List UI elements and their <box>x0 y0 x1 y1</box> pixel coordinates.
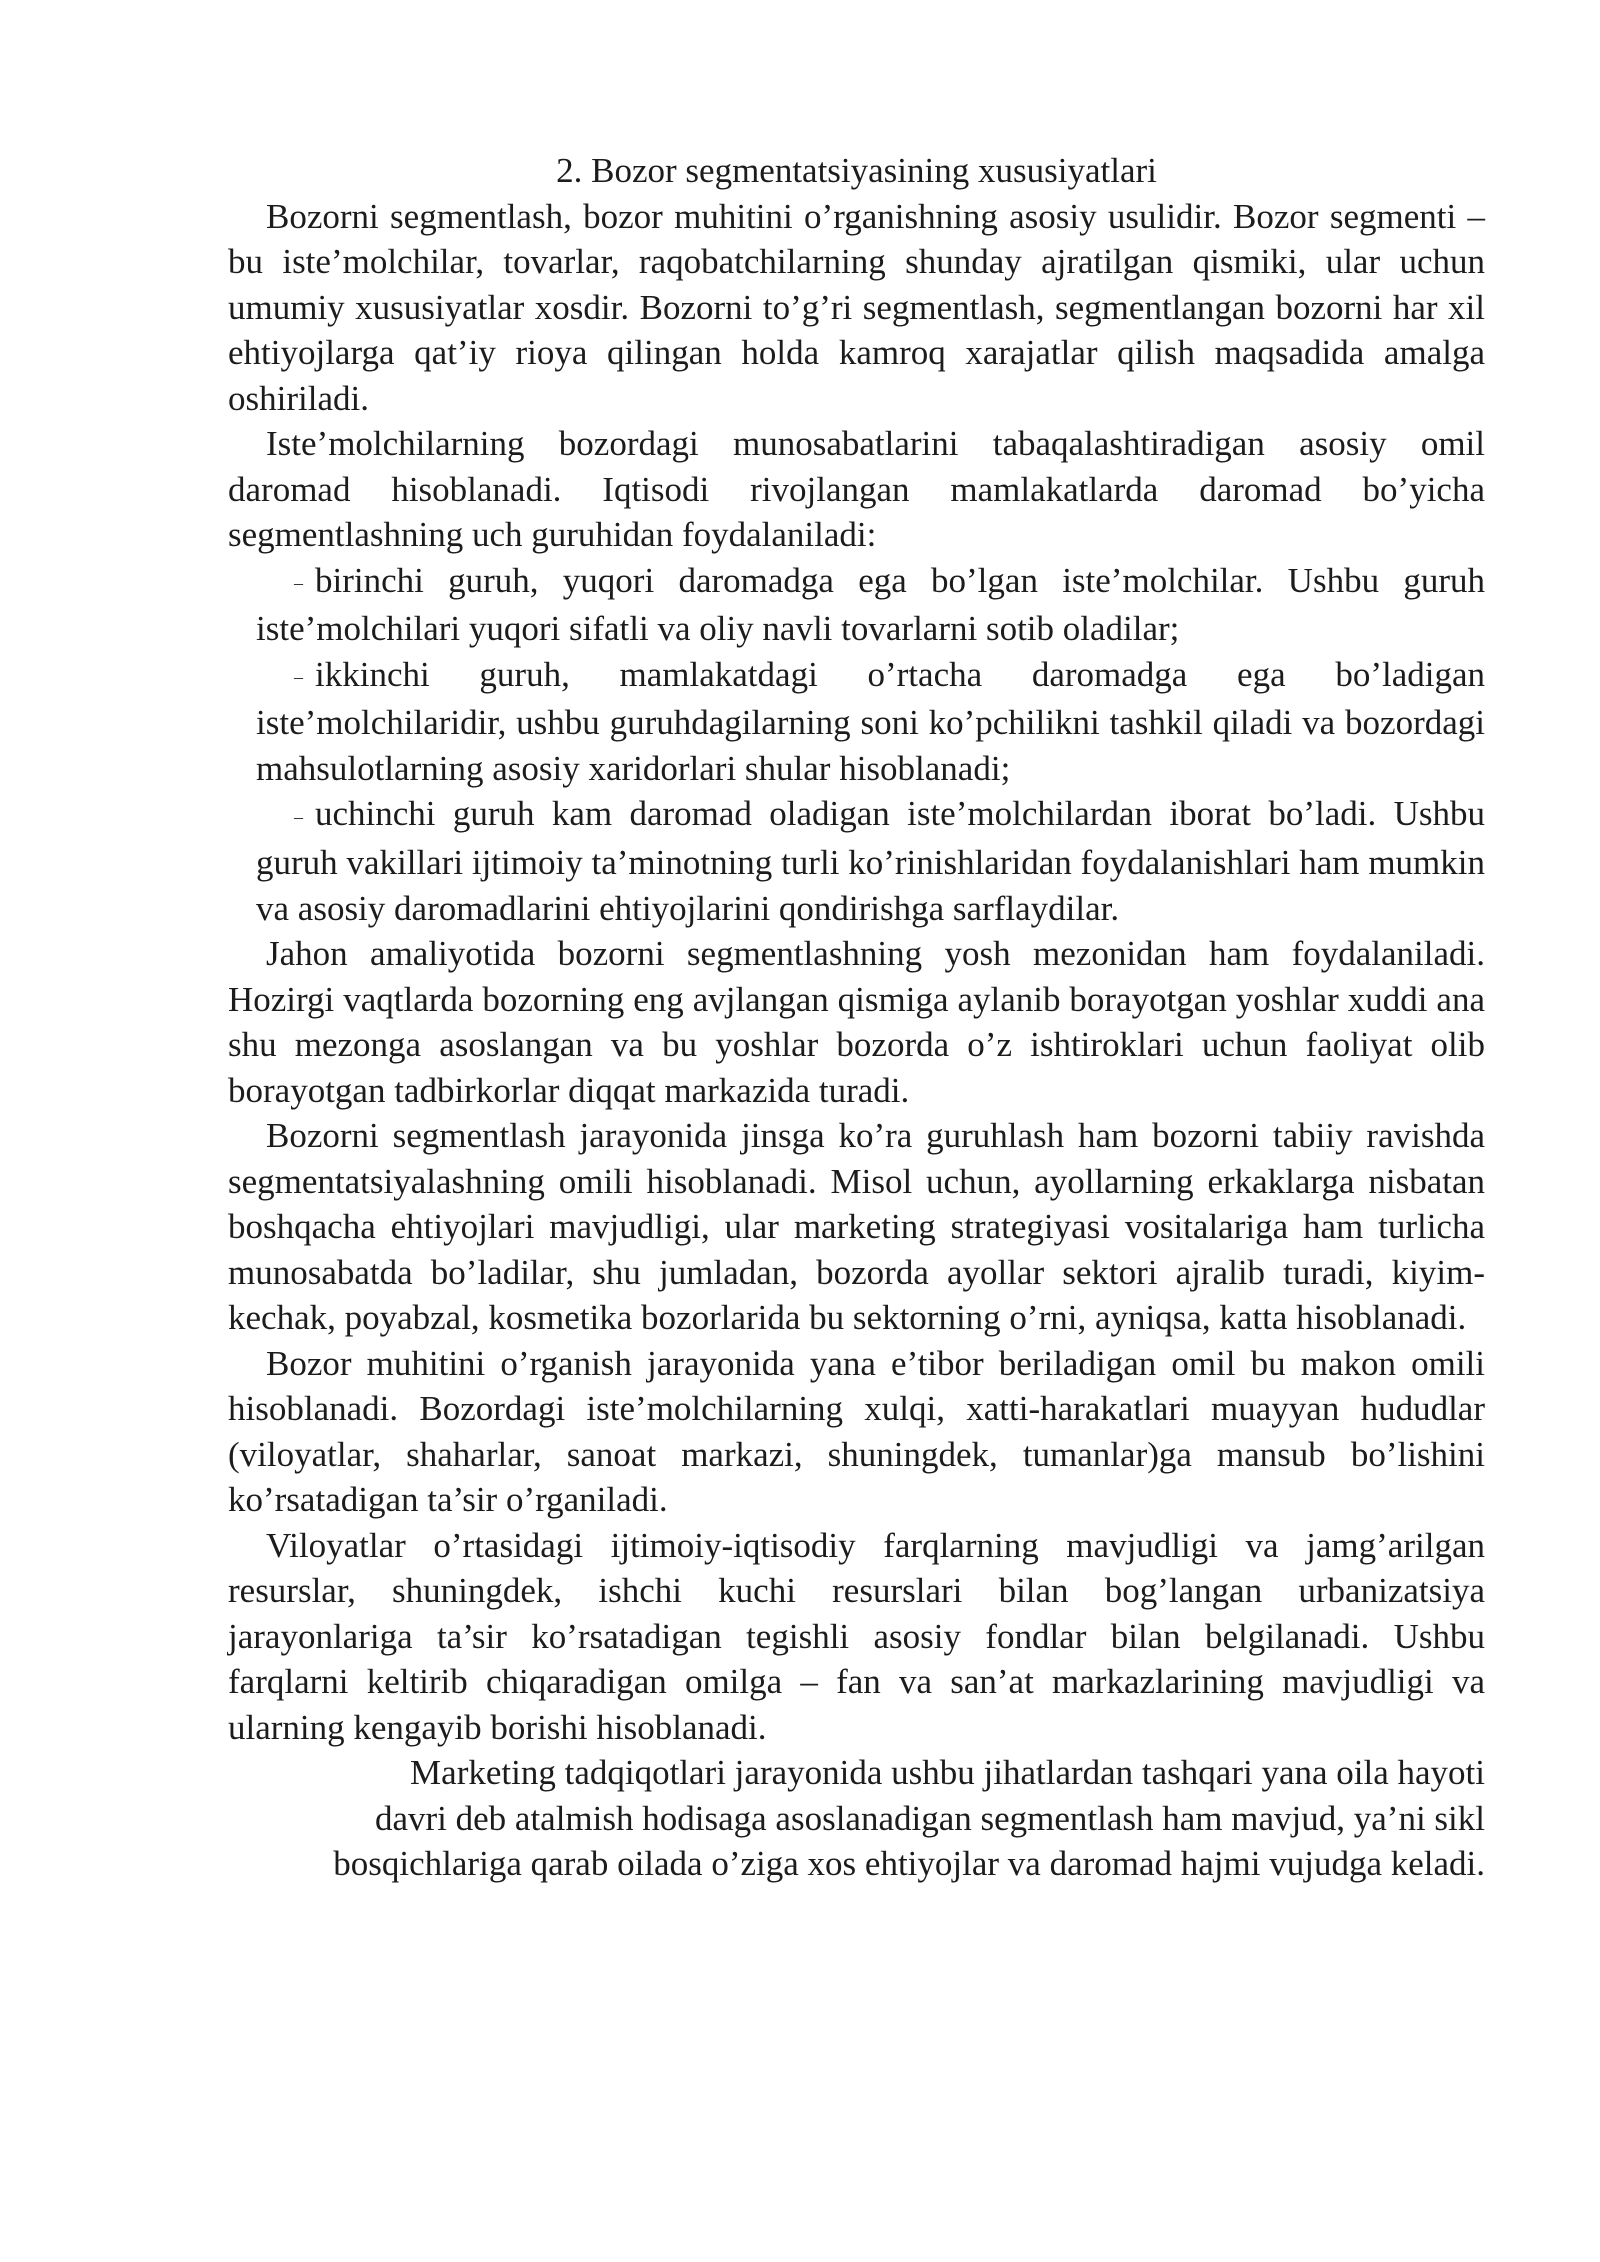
paragraph: Iste’molchilarning bozordagi munosabatlarini tabaqalashtiradigan asosiy omil daromad hisoblanadi. Iqtisodi rivojlangan mamlakatlarda daromad bo’yicha segmentlashning uch guruhidan foydalaniladi: <box>228 424 1485 554</box>
list-item <box>256 652 1485 792</box>
income-groups-list <box>228 558 1485 932</box>
list-item-text: birinchi guruh, yuqori daromadga ega bo’lgan iste’molchilar. Ushbu guruh iste’molchilari yuqori sifatli va oliy navli tovarlarni sotib oladilar; <box>256 560 1485 649</box>
paragraph: Jahon amaliyotida bozorni segmentlashning yosh mezonidan ham foydalaniladi. Hozirgi vaqtlarda bozorning eng avjlangan qismiga aylanib borayotgan yoshlar xuddi ana shu mezonga asoslangan va bu yoshlar bozorda o’z ishtiroklari uchun faoliyat olib borayotgan tadbirkorlar diqqat markazida turadi. <box>228 934 1485 1110</box>
list-item-text: uchinchi guruh kam daromad oladigan iste’molchilardan iborat bo’ladi. Ushbu guruh vakillari ijtimoiy ta’minotning turli ko’rinishlaridan foydalanishlari ham mumkin va asosiy daromadlarini ehtiyojlarini qondirishga sarflaydilar. <box>256 794 1485 928</box>
final-paragraph <box>228 1750 1485 1887</box>
section-title: 2. Bozor segmentatsiyasining xususiyatlari <box>556 151 1157 190</box>
paragraph: Viloyatlar o’rtasidagi ijtimoiy-iqtisodiy farqlarning mavjudligi va jamg’arilgan resurslar, shuningdek, ishchi kuchi resurslari bilan bog’langan urbanizatsiya jarayonlariga ta’sir ko’rsatadigan tegishli asosiy fondlar bilan belgilanadi. Ushbu farqlarni keltirib chiqaradigan omilga – fan va san’at markazlarining mavjudligi va ularning kengayib borishi hisoblanadi. <box>228 1525 1485 1747</box>
final-paragraph-line: bosqichlariga qarab oilada o’ziga xos ehtiyojlar va daromad hajmi vujudga keladi. <box>333 1844 1485 1884</box>
list-item <box>256 791 1485 931</box>
document-page <box>228 148 1485 1887</box>
final-paragraph-line: davri deb atalmish hodisaga asoslanadigan segmentlash ham mavjud, ya’ni sikl <box>374 1798 1485 1838</box>
dash-marker: – <box>294 806 303 827</box>
list-item-text: ikkinchi guruh, mamlakatdagi o’rtacha daromadga ega bo’ladigan iste’molchilaridir, ushbu guruhdagilarning soni ko’pchilikni tashkil qiladi va bozordagi mahsulotlarning asosiy xaridorlari shular hisoblanadi; <box>256 654 1485 788</box>
dash-marker: – <box>294 666 303 687</box>
paragraph: Bozorni segmentlash jarayonida jinsga ko’ra guruhlash ham bozorni tabiiy ravishda segmentatsiyalashning omili hisoblanadi. Misol uchun, ayollarning erkaklarga nisbatan boshqacha ehtiyojlari mavjudligi, ular marketing strategiyasi vositalariga ham turlicha munosabatda bo’ladilar, shu jumladan, bozorda ayollar sektori ajralib turadi, kiyim-kechak, poyabzal, kosmetika bozorlarida bu sektorning o’rni, ayniqsa, katta hisoblanadi. <box>228 1116 1485 1338</box>
paragraph: Bozor muhitini o’rganish jarayonida yana e’tibor beriladigan omil bu makon omili hisoblanadi. Bozordagi iste’molchilarning xulqi, xatti-harakatlari muayyan hududlar (viloyatlar, shaharlar, sanoat markazi, shuningdek, tumanlar)ga mansub bo’lishini ko’rsatadigan ta’sir o’rganiladi. <box>228 1343 1485 1520</box>
paragraph: Bozorni segmentlash, bozor muhitini o’rganishning asosiy usulidir. Bozor segmenti – bu iste’molchilar, tovarlar, raqobatchilarning shunday ajratilgan qismiki, ular uchun umumiy xususiyatlar xosdir. Bozorni to’g’ri segmentlash, segmentlangan bozorni har xil ehtiyojlarga qat’iy rioya qilingan holda kamroq xarajatlar qilish maqsadida amalga oshiriladi. <box>228 196 1485 418</box>
list-item <box>256 558 1485 652</box>
dash-marker: – <box>294 572 303 593</box>
final-paragraph-line: Marketing tadqiqotlari jarayonida ushbu jihatlardan tashqari yana oila hayoti <box>410 1753 1485 1793</box>
